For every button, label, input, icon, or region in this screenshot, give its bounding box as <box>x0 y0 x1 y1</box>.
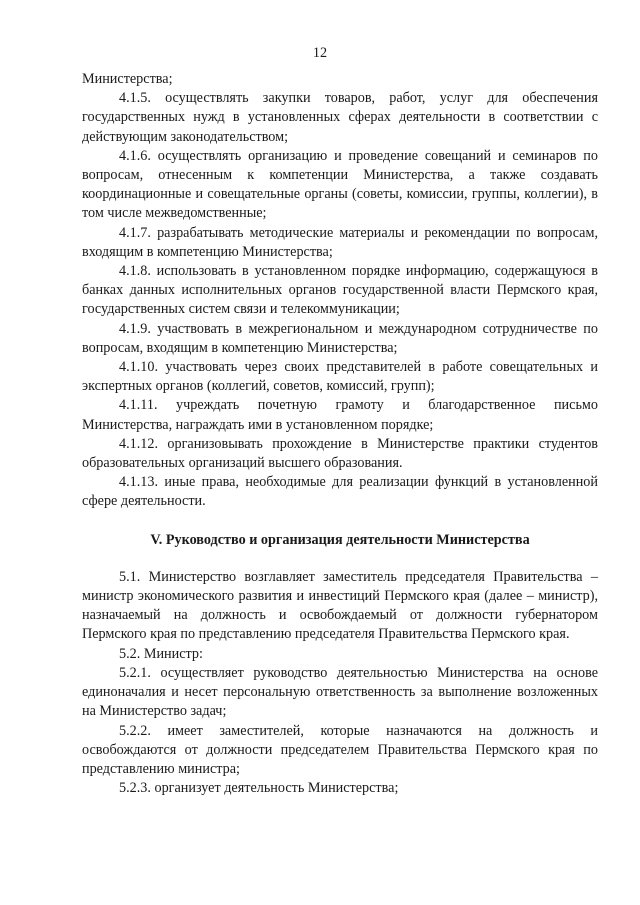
section-v-body <box>82 568 598 798</box>
paragraph-4-1-11: 4.1.11. учреждать почетную грамоту и благодарственное письмо Министерства, награждать ими в установленном порядке; <box>82 397 598 433</box>
paragraph-4-1-13: 4.1.13. иные права, необходимые для реализации функций в установленной сфере деятельности. <box>82 474 598 510</box>
section-heading: V. Руководство и организация деятельности Министерства <box>150 531 530 548</box>
paragraph-5-2-2: 5.2.2. имеет заместителей, которые назначаются на должность и освобождаются от должности председателем Правительства Пермского края по представлению министра; <box>82 722 598 777</box>
paragraph-4-1-5: 4.1.5. осуществлять закупки товаров, работ, услуг для обеспечения государственных нужд в установленных сферах деятельности в соответствии с действующим законодательством; <box>82 90 598 145</box>
page-number: 12 <box>312 45 328 61</box>
paragraph-4-1-12: 4.1.12. организовывать прохождение в Министерстве практики студентов образовательных организаций высшего образования. <box>82 435 598 472</box>
paragraph-5-1: 5.1. Министерство возглавляет заместитель председателя Правительства – министр экономического развития и инвестиций Пермского края (далее – министр), назначаемый на должность и освобождаемый от должности губернатором Пермского края по представлению председателя Правительства Пермского края. <box>82 568 598 643</box>
paragraph-4-1-10: 4.1.10. участвовать через своих представителей в работе совещательных и экспертных органов (коллегий, советов, комиссий, групп); <box>82 359 598 395</box>
paragraph-4-1-8: 4.1.8. использовать в установленном порядке информацию, содержащуюся в банках данных исполнительных органов государственной власти Пермского края, государственных систем связи и телекоммуникации; <box>82 263 598 318</box>
paragraph-4-1-9: 4.1.9. участвовать в межрегиональном и международном сотрудничестве по вопросам, входящим в компетенцию Министерства; <box>82 320 598 356</box>
paragraph-5-2-3: 5.2.3. организует деятельность Министерства; <box>119 780 399 797</box>
section-iv-continuation <box>82 70 598 512</box>
paragraph-5-2: 5.2. Министр: <box>119 645 203 662</box>
document-body <box>82 70 598 798</box>
paragraph-4-1-7: 4.1.7. разрабатывать методические материалы и рекомендации по вопросам, входящим в компетенцию Министерства; <box>82 224 598 260</box>
paragraph-5-2-1: 5.2.1. осуществляет руководство деятельностью Министерства на основе единоначалия и несет персональную ответственность за выполнение возложенных на Министерство задач; <box>82 664 598 720</box>
paragraph-cont: Министерства; <box>82 71 173 87</box>
paragraph-4-1-6: 4.1.6. осуществлять организацию и проведение совещаний и семинаров по вопросам, отнесенным к компетенции Министерства, а также создавать координационные и совещательные органы (советы, комиссии, группы, коллегии), в том числе межведомственные; <box>82 147 598 222</box>
